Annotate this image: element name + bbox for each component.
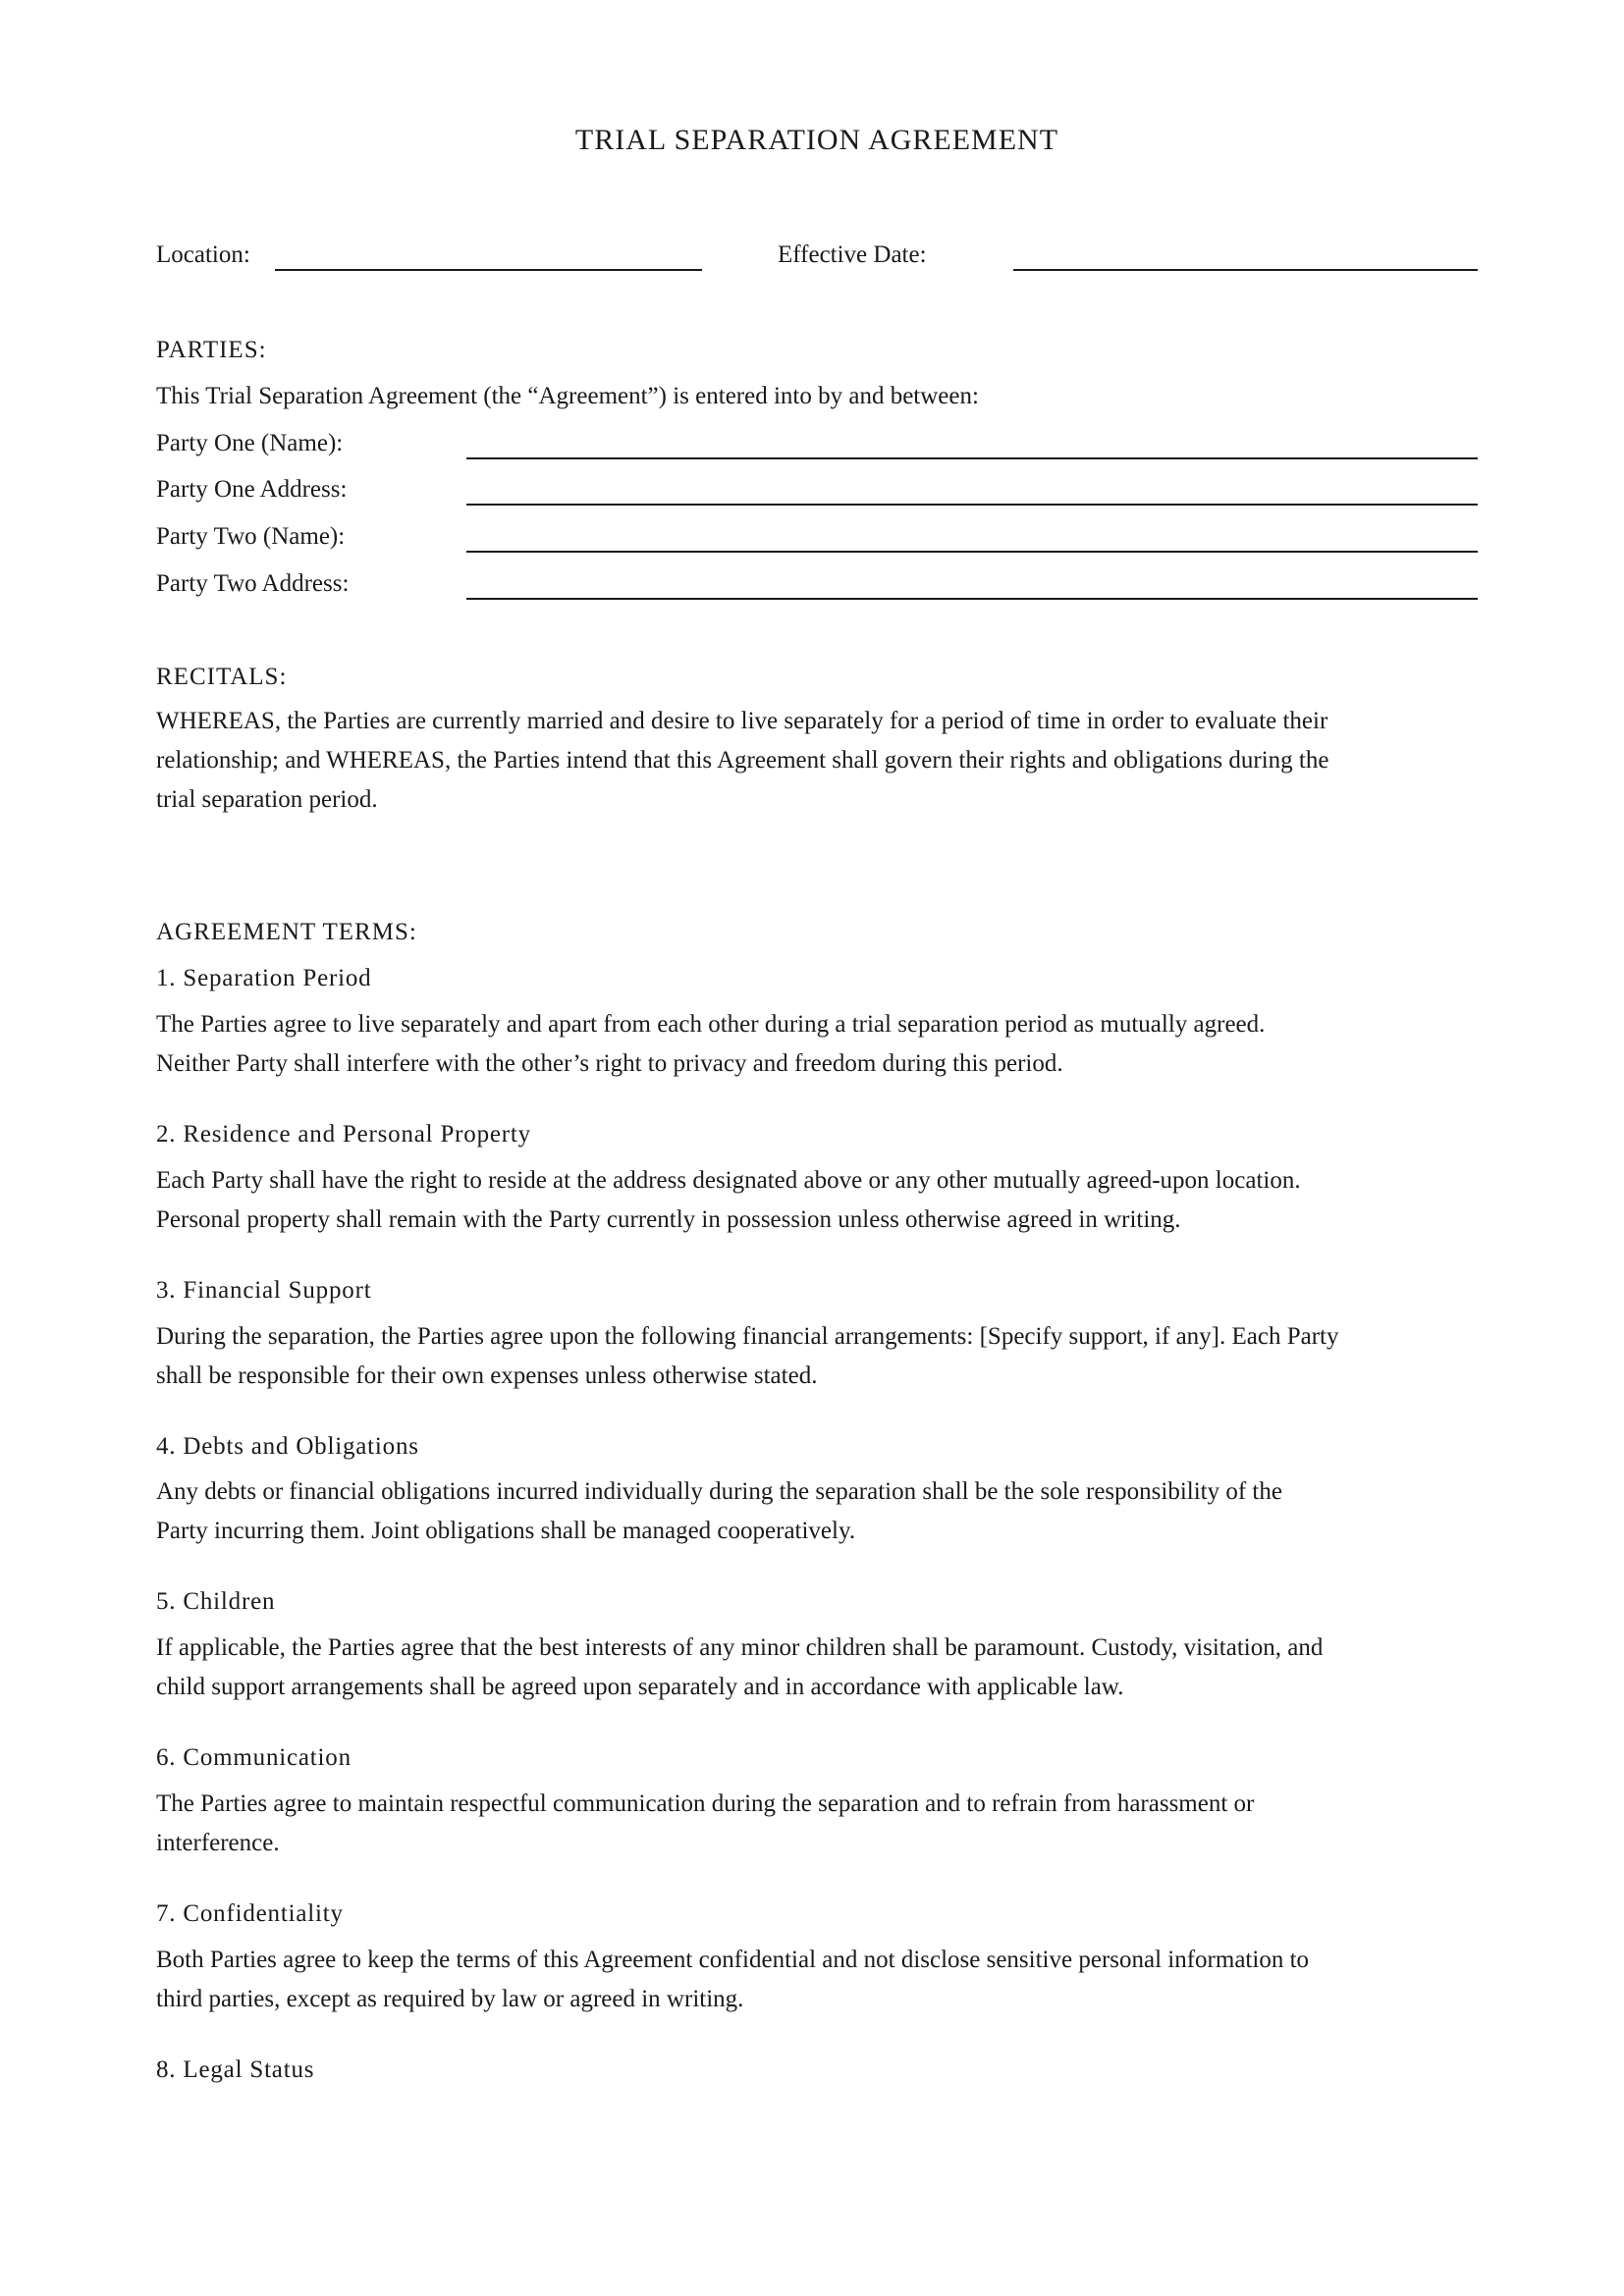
section-line: Neither Party shall interfere with the other’s right to privacy and freedom during this period. (156, 1050, 1063, 1077)
document-title: TRIAL SEPARATION AGREEMENT (574, 124, 1059, 156)
party-two-name-label: Party Two (Name): (156, 523, 346, 550)
recitals-line: WHEREAS, the Parties are currently married and desire to live separately for a period of time in order to evaluate their (156, 708, 1328, 734)
section-title-1: 1. Separation Period (156, 965, 372, 991)
section-title-4: 4. Debts and Obligations (156, 1433, 419, 1460)
effective-date-label: Effective Date: (778, 241, 927, 268)
section-line: Both Parties agree to keep the terms of this Agreement confidential and not disclose sensitive personal information to (156, 1947, 1310, 1973)
section-line: third parties, except as required by law or agreed in writing. (156, 1986, 744, 2012)
section-line: shall be responsible for their own expenses unless otherwise stated. (156, 1362, 818, 1389)
parties-intro: This Trial Separation Agreement (the “Agreement”) is entered into by and between: (156, 383, 979, 409)
section-body-1 (156, 1005, 1478, 1084)
recitals-text (156, 702, 1478, 820)
party-one-address-label: Party One Address: (156, 476, 348, 503)
section-line: child support arrangements shall be agreed upon separately and in accordance with applicable law. (156, 1674, 1124, 1700)
section-line: The Parties agree to maintain respectful communication during the separation and to refrain from harassment or (156, 1790, 1255, 1817)
section-title-2: 2. Residence and Personal Property (156, 1121, 531, 1148)
recitals-line: trial separation period. (156, 786, 378, 813)
party-two-address-label: Party Two Address: (156, 570, 350, 597)
section-title-7: 7. Confidentiality (156, 1900, 344, 1927)
section-line: During the separation, the Parties agree upon the following financial arrangements: [Specify support, if any]. Each Party (156, 1323, 1339, 1350)
section-title-5: 5. Children (156, 1588, 276, 1615)
recitals-heading: RECITALS: (156, 664, 288, 690)
section-line: Any debts or financial obligations incurred individually during the separation shall be the sole responsibility of the (156, 1478, 1282, 1505)
recitals-line: relationship; and WHEREAS, the Parties intend that this Agreement shall govern their rights and obligations during the (156, 747, 1329, 774)
section-line: interference. (156, 1830, 280, 1856)
terms-heading: AGREEMENT TERMS: (156, 919, 417, 945)
parties-heading: PARTIES: (156, 337, 267, 363)
section-body-7 (156, 1941, 1478, 2019)
party-two-name-field[interactable] (466, 551, 1478, 553)
party-one-address-field[interactable] (466, 504, 1478, 506)
section-line: Party incurring them. Joint obligations shall be managed cooperatively. (156, 1518, 856, 1544)
section-line: Personal property shall remain with the Party currently in possession unless otherwise agreed in writing. (156, 1206, 1181, 1233)
effective-date-field[interactable] (1013, 269, 1478, 271)
section-line: Each Party shall have the right to reside at the address designated above or any other mutually agreed-upon location. (156, 1167, 1301, 1194)
section-title-6: 6. Communication (156, 1744, 352, 1771)
section-title-3: 3. Financial Support (156, 1277, 372, 1304)
location-label: Location: (156, 241, 250, 268)
section-body-4 (156, 1472, 1478, 1551)
section-body-3 (156, 1317, 1478, 1396)
section-line: The Parties agree to live separately and apart from each other during a trial separation period as mutually agreed. (156, 1011, 1266, 1038)
section-body-5 (156, 1629, 1478, 1707)
party-one-name-field[interactable] (466, 457, 1478, 459)
section-title-8: 8. Legal Status (156, 2056, 315, 2083)
party-one-name-label: Party One (Name): (156, 430, 344, 456)
location-field[interactable] (275, 269, 702, 271)
section-line: If applicable, the Parties agree that the best interests of any minor children shall be paramount. Custody, visitation, and (156, 1634, 1324, 1661)
section-body-2 (156, 1161, 1478, 1240)
section-body-6 (156, 1785, 1478, 1863)
party-two-address-field[interactable] (466, 598, 1478, 600)
